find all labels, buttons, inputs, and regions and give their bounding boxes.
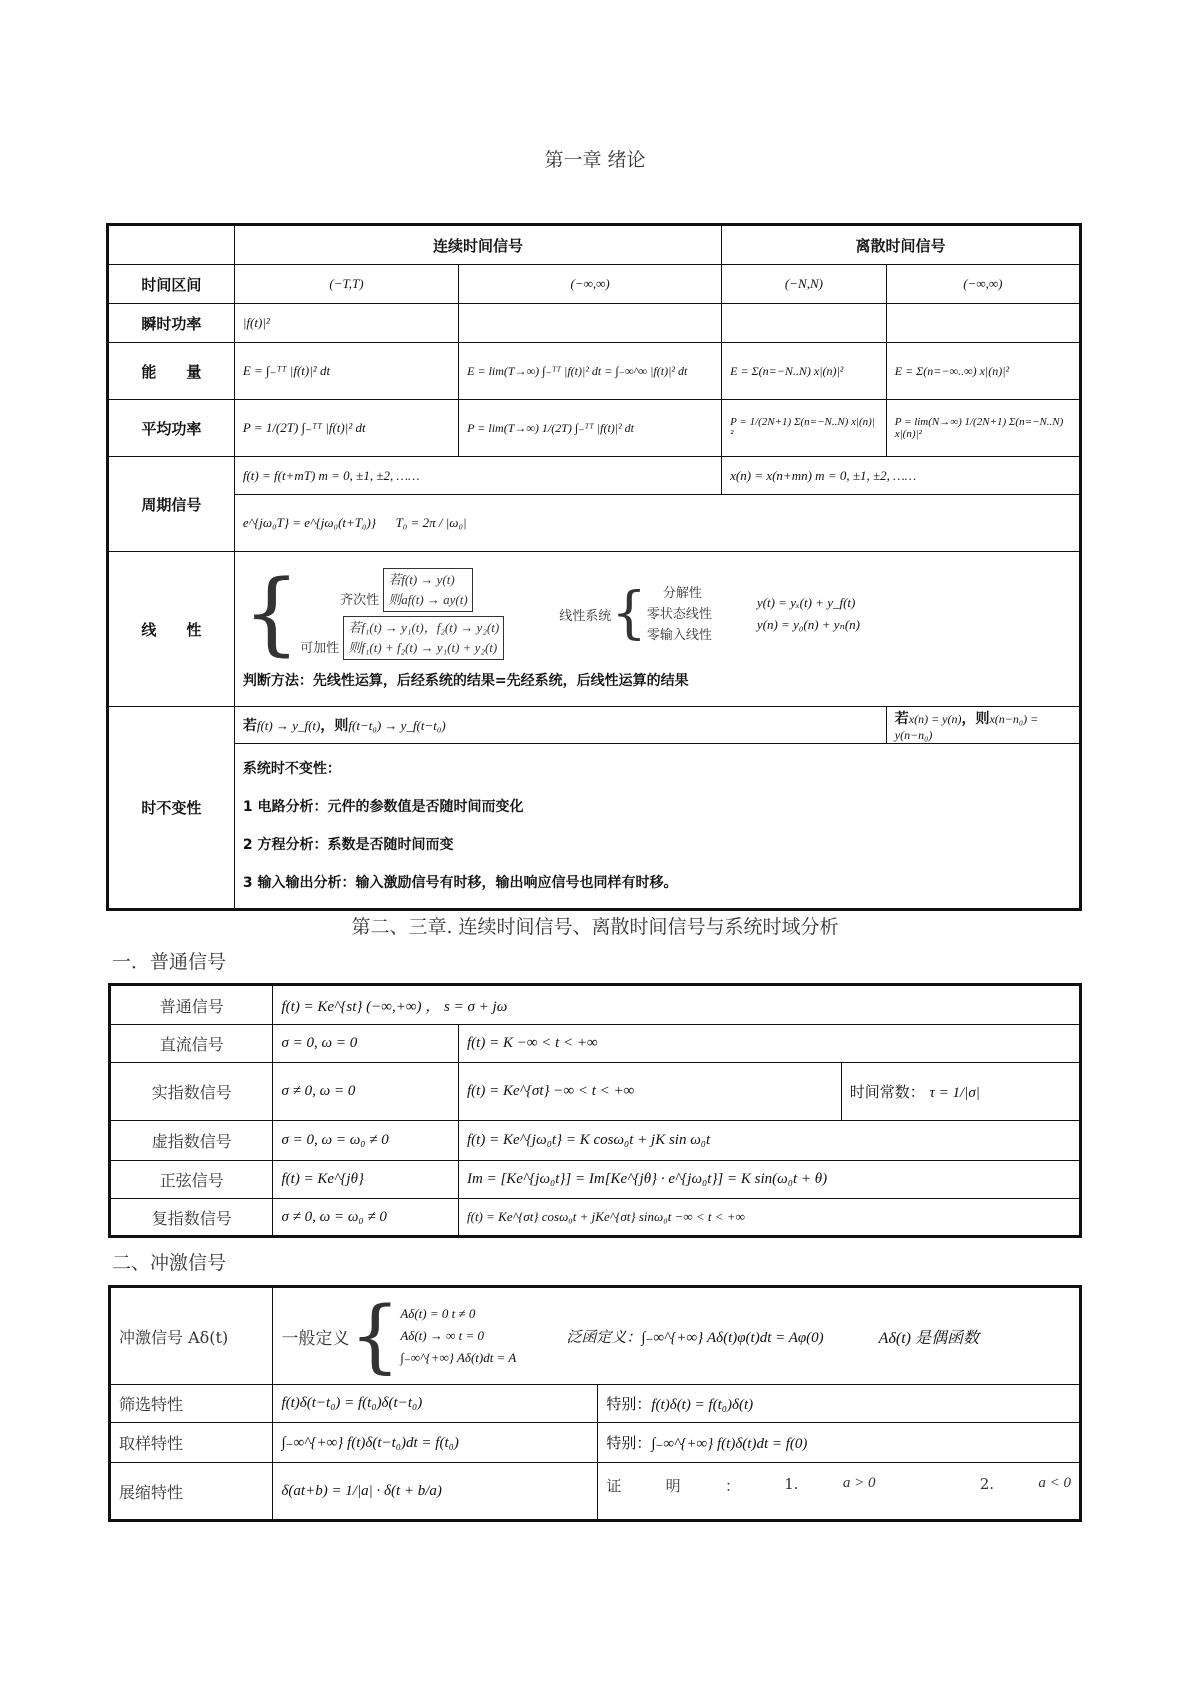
- periodic-c1: f(t) = f(t+mT) m = 0, ±1, ±2, ……: [234, 457, 721, 495]
- signal-label: 虚指数信号: [110, 1121, 273, 1161]
- periodic-d1: x(n) = x(n+mn) m = 0, ±1, ±2, ……: [722, 457, 1081, 495]
- avg-power-d1: P = 1/(2N+1) Σ(n=−N..N) x|(n)|²: [722, 400, 887, 457]
- ti-sys-title: 系统时不变性：: [242, 761, 341, 777]
- system-brace-icon: {: [611, 581, 647, 646]
- signal-expr: f(t) = K −∞ < t < +∞: [459, 1025, 1081, 1063]
- periodic-exp-expr: e^{jω₀T} = e^{jω₀(t+T₀)}: [242, 515, 377, 530]
- time-invariant-discrete: [886, 707, 1080, 744]
- signal-expr: f(t) = Ke^{σt} −∞ < t < +∞: [459, 1063, 842, 1121]
- time-invariant-continuous: [234, 707, 886, 744]
- linear-cell: [234, 552, 1080, 707]
- signal-label: 实指数信号: [110, 1063, 273, 1121]
- homog-then: 则af(t) → ay(t): [388, 592, 468, 607]
- signal-expr: f(t) = Ke^{st} (−∞,+∞) ， s = σ + jω: [273, 985, 1081, 1025]
- impulse-case: Aδ(t) → ∞ t = 0: [400, 1328, 484, 1343]
- signal-cond: σ = 0, ω = 0: [273, 1025, 459, 1063]
- even-function-note: Aδ(t) 是偶函数: [878, 1329, 979, 1347]
- inst-power-c1: |f(t)|²: [234, 304, 458, 343]
- linear-eq-1: y(t) = yₓ(t) + y_f(t): [756, 595, 856, 610]
- row-label-energy: 能 量: [108, 343, 235, 400]
- proof-token: a > 0: [842, 1475, 876, 1491]
- homogeneity-label: 齐次性: [340, 593, 380, 608]
- proof-token: 明: [665, 1477, 681, 1495]
- section1-heading: 一．普通信号: [112, 951, 227, 973]
- time-constant-label: 时间常数：: [849, 1083, 925, 1101]
- ti-item: 1 电路分析：元件的参数值是否随时间而变化: [242, 799, 524, 815]
- property-special: [598, 1385, 1081, 1423]
- add-then: 则f₁(t) + f₂(t) → y₁(t) + y₂(t): [348, 640, 498, 655]
- signal-label: 正弦信号: [110, 1161, 273, 1199]
- special-label: 特别：: [606, 1434, 652, 1452]
- impulse-table: [108, 1285, 1082, 1522]
- ti-c-mid: ，则: [320, 718, 349, 734]
- avg-power-c1: P = 1/(2T) ∫₋ᵀᵀ |f(t)|² dt: [234, 400, 458, 457]
- proof-token: a < 0: [1038, 1475, 1071, 1491]
- signal-expr: f(t) = Ke^{σt} cosω₀t + jKe^{σt} sinω₀t −∞ < t < +∞: [459, 1199, 1081, 1237]
- proof-cell: [598, 1463, 1081, 1521]
- left-brace-icon: {: [242, 561, 301, 666]
- row-label-avg-power: 平均功率: [108, 400, 235, 457]
- ti-d-expr1: x(n) = y(n): [908, 711, 962, 726]
- interval-d1: (−N,N): [722, 265, 887, 304]
- property-label: 展缩特性: [110, 1463, 273, 1521]
- sys-item: 零输入线性: [646, 627, 712, 643]
- periodic-T0-expr: T₀ = 2π / |ω₀|: [395, 515, 467, 530]
- functional-def: 泛函定义：∫₋∞^{+∞} Aδ(t)φ(t)dt = Aφ(0): [566, 1329, 824, 1346]
- impulse-case: ∫₋∞^{+∞} Aδ(t)dt = A: [400, 1350, 517, 1365]
- signal-cond: f(t) = Ke^{jθ}: [273, 1161, 459, 1199]
- avg-power-c2: P = lim(T→∞) 1/(2T) ∫₋ᵀᵀ |f(t)|² dt: [459, 400, 722, 457]
- energy-c1: E = ∫₋ᵀᵀ |f(t)|² dt: [234, 343, 458, 400]
- avg-power-d2: P = lim(N→∞) 1/(2N+1) Σ(n=−N..N) x|(n)|²: [886, 400, 1080, 457]
- proof-token: 2.: [979, 1475, 995, 1493]
- interval-d2: (−∞,∞): [886, 265, 1080, 304]
- add-if: 若f₁(t) → y₁(t)，f₂(t) → y₂(t): [348, 620, 500, 635]
- signals-table: [108, 983, 1082, 1238]
- interval-c2: (−∞,∞): [459, 265, 722, 304]
- property-expr: f(t)δ(t−t₀) = f(t₀)δ(t−t₀): [273, 1385, 598, 1423]
- proof-token: 证: [606, 1477, 622, 1495]
- time-constant-expr: τ = 1/|σ|: [929, 1085, 980, 1101]
- signal-cond: σ ≠ 0, ω = 0: [273, 1063, 459, 1121]
- sys-item: 分解性: [662, 585, 702, 601]
- time-constant-cell: [841, 1063, 1080, 1121]
- linear-method: 判断方法：先线性运算，后经系统的结果=先经系统，后线性运算的结果: [242, 673, 689, 689]
- property-expr: δ(at+b) = 1/|a| · δ(t + b/a): [273, 1463, 598, 1521]
- impulse-label: 冲激信号 Aδ(t): [110, 1287, 273, 1385]
- row-label-periodic: 周期信号: [108, 457, 235, 552]
- ti-d-prefix: 若: [894, 710, 909, 727]
- inst-power-d2: [886, 304, 1080, 343]
- ti-c-prefix: 若: [242, 718, 257, 734]
- ti-d-expr2: x(n−n₀) = y(n−n₀): [894, 711, 1039, 742]
- cases-brace-icon: {: [349, 1289, 401, 1382]
- special-expr: ∫₋∞^{+∞} f(t)δ(t)dt = f(0): [651, 1436, 808, 1452]
- energy-c2: E = lim(T→∞) ∫₋ᵀᵀ |f(t)|² dt = ∫₋∞^∞ |f(t)|² dt: [459, 343, 722, 400]
- ti-item: 3 输入输出分析：输入激励信号有时移，输出响应信号也同样有时移。: [242, 875, 678, 891]
- property-label: 取样特性: [110, 1423, 273, 1463]
- proof-token: 1.: [784, 1475, 799, 1493]
- ti-d-mid: ，则: [961, 710, 990, 727]
- additivity-box: [343, 616, 504, 660]
- linear-system-label: 线性系统: [559, 608, 612, 624]
- corner-cell: [108, 225, 235, 265]
- energy-d2: E = Σ(n=−∞..∞) x|(n)|²: [886, 343, 1080, 400]
- signal-label: 复指数信号: [110, 1199, 273, 1237]
- periodic-c2: [234, 495, 1080, 552]
- header-discrete: 离散时间信号: [722, 225, 1081, 265]
- chapter1-title: 第一章 绪论: [544, 149, 646, 171]
- ti-c-expr2: f(t−t₀) → y_f(t−t₀): [348, 718, 446, 733]
- impulse-case: Aδ(t) = 0 t ≠ 0: [400, 1306, 476, 1321]
- signal-label: 直流信号: [110, 1025, 273, 1063]
- property-label: 筛选特性: [110, 1385, 273, 1423]
- row-label-inst-power: 瞬时功率: [108, 304, 235, 343]
- ti-item: 2 方程分析：系数是否随时间而变: [242, 837, 454, 853]
- signal-cond: σ = 0, ω = ω₀ ≠ 0: [273, 1121, 459, 1161]
- signal-expr: Im = [Ke^{jω₀t}] = Im[Ke^{jθ} · e^{jω₀t}] = K sin(ω₀t + θ): [459, 1161, 1081, 1199]
- time-invariant-notes: [234, 744, 1080, 910]
- row-label-time-invariant: 时不变性: [108, 707, 235, 910]
- linear-eq-2: y(n) = y₀(n) + yₙ(n): [756, 617, 860, 632]
- special-expr: f(t)δ(t) = f(t₀)δ(t): [651, 1397, 754, 1413]
- special-label: 特别：: [606, 1395, 652, 1413]
- general-def-label: 一般定义: [281, 1328, 350, 1349]
- property-expr: ∫₋∞^{+∞} f(t)δ(t−t₀)dt = f(t₀): [273, 1423, 598, 1463]
- chapter1-table: [106, 223, 1082, 911]
- inst-power-d1: [722, 304, 887, 343]
- additivity-label: 可加性: [300, 641, 340, 656]
- interval-c1: (−T,T): [234, 265, 458, 304]
- row-label-interval: 时间区间: [108, 265, 235, 304]
- signal-expr: f(t) = Ke^{jω₀t} = K cosω₀t + jK sin ω₀t: [459, 1121, 1081, 1161]
- row-label-linear: 线 性: [108, 552, 235, 707]
- impulse-def-cell: [273, 1287, 1081, 1385]
- homogeneity-box: [383, 568, 472, 612]
- signal-cond: σ ≠ 0, ω = ω₀ ≠ 0: [273, 1199, 459, 1237]
- sys-item: 零状态线性: [646, 606, 712, 622]
- signal-label: 普通信号: [110, 985, 273, 1025]
- homog-if: 若f(t) → y(t): [388, 572, 455, 587]
- section2-heading: 二、冲激信号: [112, 1252, 227, 1274]
- energy-d1: E = Σ(n=−N..N) x|(n)|²: [722, 343, 887, 400]
- ti-c-expr1: f(t) → y_f(t): [256, 718, 321, 733]
- chapter23-title: 第二、三章. 连续时间信号、离散时间信号与系统时域分析: [351, 916, 839, 938]
- header-continuous: 连续时间信号: [234, 225, 721, 265]
- inst-power-c2: [459, 304, 722, 343]
- property-special: [598, 1423, 1081, 1463]
- proof-token: ：: [724, 1477, 740, 1495]
